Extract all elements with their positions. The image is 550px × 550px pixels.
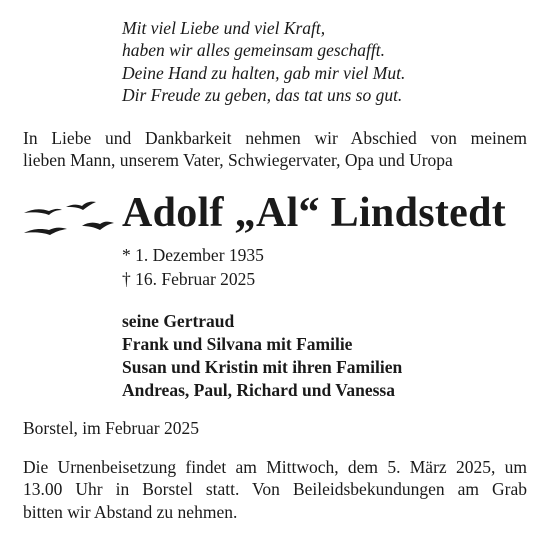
mourners-list (122, 310, 402, 402)
poem-line: Deine Hand zu halten, gab mir viel Mut. (122, 62, 406, 83)
deceased-name: Adolf „Al“ Lindstedt (122, 190, 507, 236)
funeral-line: bitten wir Abstand zu nehmen. (23, 501, 238, 522)
poem (122, 17, 405, 107)
death-date: † 16. Februar 2025 (122, 268, 256, 289)
mourner-line: Andreas, Paul, Richard und Vanessa (122, 380, 395, 400)
funeral-line: Die Urnenbeisetzung findet am Mittwoch, dem 5. März 2025, um (23, 457, 527, 477)
intro-line: lieben Mann, unserem Vater, Schwiegervater, Opa und Uropa (23, 150, 453, 171)
funeral-line: 13.00 Uhr in Borstel statt. Von Beileidsbekundungen am Grab (23, 479, 527, 500)
birth-date: * 1. Dezember 1935 (122, 245, 264, 265)
flying-birds-icon (22, 196, 122, 241)
poem-line: haben wir alles gemeinsam geschafft. (122, 40, 385, 61)
intro-line: In Liebe und Dankbarkeit nehmen wir Abschied von meinem (23, 128, 527, 148)
intro-text (23, 127, 527, 172)
poem-line: Dir Freude zu geben, das tat uns so gut. (122, 85, 403, 106)
mourner-line: seine Gertraud (122, 311, 235, 331)
place-and-date: Borstel, im Februar 2025 (23, 418, 199, 438)
funeral-info (23, 456, 527, 523)
mourner-line: Frank und Silvana mit Familie (122, 334, 353, 354)
life-dates (122, 244, 264, 291)
poem-line: Mit viel Liebe und viel Kraft, (122, 18, 326, 38)
mourner-line: Susan und Kristin mit ihren Familien (122, 357, 403, 377)
